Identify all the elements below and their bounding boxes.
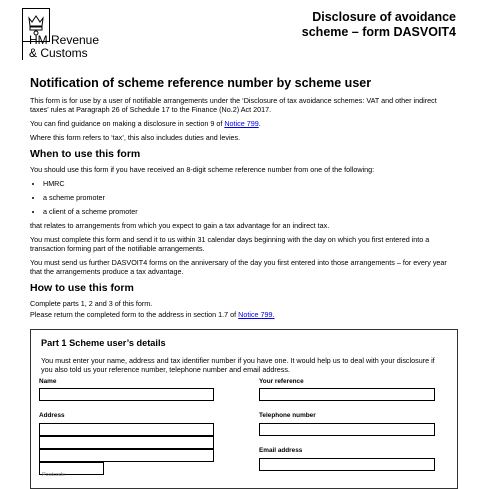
- page-title: Notification of scheme reference number by scheme user: [30, 76, 372, 90]
- intro-content: [30, 76, 456, 324]
- list-item: • a scheme promoter: [43, 193, 456, 202]
- org-line-1: HM Revenue: [29, 33, 100, 47]
- org-line-2: & Customs: [29, 46, 88, 60]
- how-para-2: [30, 310, 456, 319]
- intro-para-3: Where this form refers to ‘tax’, this also includes duties and levies.: [30, 133, 241, 142]
- name-field[interactable]: [39, 388, 214, 401]
- intro-para-2-text: You can find guidance on making a disclosure in section 9 of: [30, 119, 225, 128]
- form-title: [302, 10, 456, 40]
- telephone-input[interactable]: [260, 431, 434, 442]
- hmrc-wordmark: [22, 34, 99, 60]
- email-field[interactable]: [259, 458, 435, 471]
- how-para-2-text: Please return the completed form to the address in section 1.7 of: [30, 310, 239, 319]
- notice-799-link[interactable]: Notice 799: [224, 119, 259, 128]
- list-item: • HMRC: [43, 179, 456, 188]
- source-list: [30, 179, 456, 216]
- postcode-input[interactable]: [40, 470, 103, 481]
- how-heading: How to use this form: [30, 282, 134, 294]
- part-1-instructions: You must enter your name, address and tax identifier number if you have one. It would help us to deal with your disclosure if you also told us your reference number, telephone number and email address.: [41, 356, 435, 374]
- notice-799-link[interactable]: Notice 799.: [238, 310, 275, 319]
- address-line-1-field[interactable]: [39, 423, 214, 436]
- postcode-field[interactable]: [39, 462, 104, 475]
- name-input[interactable]: [40, 396, 213, 407]
- address-line-2-field[interactable]: [39, 436, 214, 449]
- when-para-4: You must send us further DASVOIT4 forms on the anniversary of the day you first entered into those arrangements – for every year that the arrangements produce a tax advantage.: [30, 258, 447, 276]
- name-label: Name: [39, 378, 57, 385]
- when-para-3: You must complete this form and send it to us within 31 calendar days beginning with the day on which you first entered into a transaction forming part of the notifiable arrangements.: [30, 235, 430, 253]
- email-input[interactable]: [260, 466, 434, 477]
- telephone-label: Telephone number: [259, 412, 316, 419]
- intro-para-1: This form is for use by a user of notifiable arrangements under the ‘Disclosure of tax avoidance schemes: VAT and other indirect taxes’ rules at Paragraph 26 of Schedule 17 to the Finance (No.2) Act 2017.: [30, 96, 437, 114]
- address-label: Address: [39, 412, 65, 419]
- list-item: • a client of a scheme promoter: [43, 207, 456, 216]
- reference-label: Your reference: [259, 378, 304, 385]
- part-1-heading: Part 1 Scheme user’s details: [41, 338, 166, 348]
- when-para-2: that relates to arrangements from which you expect to gain a tax advantage for an indirect tax.: [30, 221, 330, 230]
- reference-input[interactable]: [260, 396, 434, 407]
- how-para-1: Complete parts 1, 2 and 3 of this form.: [30, 299, 153, 308]
- intro-para-2: [30, 119, 456, 128]
- form-title-line-2: scheme – form DASVOIT4: [301, 25, 456, 39]
- email-label: Email address: [259, 447, 303, 454]
- reference-field[interactable]: [259, 388, 435, 401]
- telephone-field[interactable]: [259, 423, 435, 436]
- address-line-3-field[interactable]: [39, 449, 214, 462]
- part-1-section: [30, 329, 458, 489]
- intro-para-2-end: .: [258, 119, 261, 128]
- form-title-line-1: Disclosure of avoidance: [312, 10, 456, 24]
- when-heading: When to use this form: [30, 148, 141, 160]
- when-para-1: You should use this form if you have received an 8-digit scheme reference number from one of the following:: [30, 165, 375, 174]
